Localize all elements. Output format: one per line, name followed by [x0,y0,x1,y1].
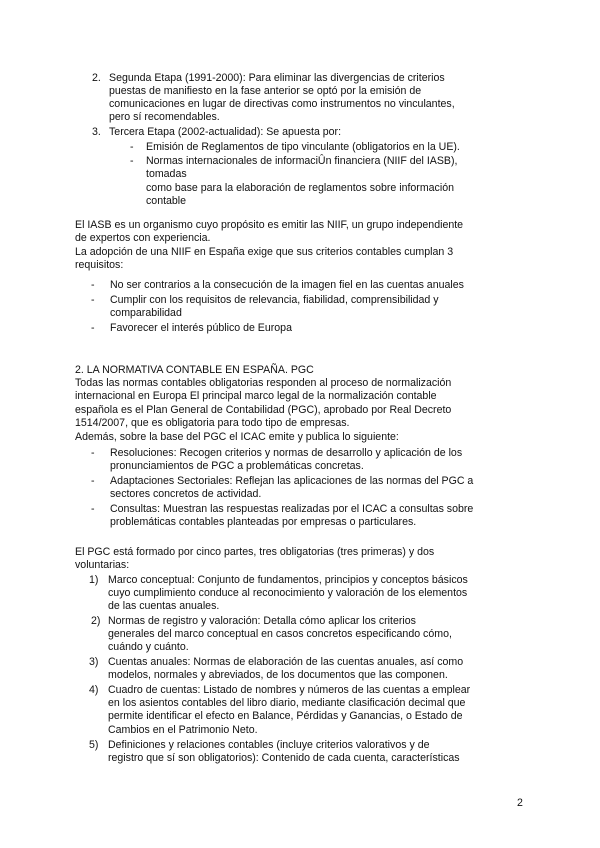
bullet-dash: - [91,503,95,515]
list-number: 5) [89,739,99,751]
text-line: problemáticas contables planteadas por empresas o particulares. [110,516,417,528]
text-line: puestas de manifiesto en la fase anterior se optó por la emisión de [109,85,422,97]
text-line: 1514/2007, que es obligatoria para todo tipo de empresas. [75,417,350,429]
text-line: voluntarias: [75,559,130,571]
bullet-dash: - [130,141,134,153]
bullet-dash: - [130,155,134,167]
section-heading: 2. LA NORMATIVA CONTABLE EN ESPAÑA. PGC [75,364,314,376]
text-line: Definiciones y relaciones contables (incluye criterios valorativos y de [108,739,430,751]
text-line: No ser contrarios a la consecución de la imagen fiel en las cuentas anuales [110,279,464,291]
text-line: cuándo y cuánto. [108,641,189,653]
bullet-dash: - [91,447,95,459]
text-line: Adaptaciones Sectoriales: Reflejan las aplicaciones de las normas del PGC a [110,475,474,487]
list-number: 1) [89,574,99,586]
text-line: registro que sí son obligatorios): Contenido de cada cuenta, características [108,752,460,764]
text-line: Cuadro de cuentas: Listado de nombres y números de las cuentas a emplear [108,684,471,696]
text-line: Favorecer el interés público de Europa [110,322,292,334]
bullet-dash: - [91,279,95,291]
list-number: 3) [89,656,99,668]
text-line: modelos, normales y abreviados, de los documentos que las componen. [108,669,448,681]
bullet-dash: - [91,322,95,334]
text-line: Marco conceptual: Conjunto de fundamentos, principios y conceptos básicos [108,574,468,586]
text-line: Normas internacionales de informaciÛn financiera (NIIF del IASB), [146,155,458,167]
text-line: Segunda Etapa (1991-2000): Para eliminar las divergencias de criterios [109,72,445,84]
text-line: tomadas [146,168,187,180]
text-line: permite identificar el efecto en Balance, Pérdidas y Ganancias, o Estado de [108,710,463,722]
text-line: El PGC está formado por cinco partes, tres obligatorias (tres primeras) y dos [75,546,435,558]
list-number: 4) [89,684,99,696]
text-line: como base para la elaboración de reglamentos sobre información [146,182,454,194]
bullet-dash: - [91,475,95,487]
list-number: 2. [92,72,101,84]
text-line: Tercera Etapa (2002-actualidad): Se apuesta por: [109,126,342,138]
text-line: comunicaciones en lugar de directivas como instrumentos no vinculantes, [109,98,455,110]
text-line: cuyo cumplimiento conduce al reconocimiento y valoración de los elementos [108,587,468,599]
text-line: comparabilidad [110,307,182,319]
page-number: 2 [517,797,523,809]
list-number: 2) [91,615,101,627]
text-line: Además, sobre la base del PGC el ICAC emite y publica lo siguiente: [75,431,399,443]
text-line: en los asientos contables del libro diario, mediante clasificación decimal que [108,697,466,709]
text-line: pronunciamientos de PGC a problemáticas concretas. [110,460,364,472]
text-line: sectores concretos de actividad. [110,488,262,500]
text-line: contable [146,195,187,207]
text-line: Emisión de Reglamentos de tipo vinculante (obligatorios en la UE). [146,141,460,153]
text-line: Cuentas anuales: Normas de elaboración de las cuentas anuales, así como [108,656,464,668]
text-line: Todas las normas contables obligatorias responden al proceso de normalización [75,377,452,389]
text-line: generales del marco conceptual en casos concretos especificando cómo, [108,628,452,640]
text-line: Cumplir con los requisitos de relevancia, fiabilidad, comprensibilidad y [110,294,439,306]
text-line: pero sí recomendables. [109,111,220,123]
text-line: de expertos con experiencia. [75,232,211,244]
bullet-dash: - [91,294,95,306]
text-line: El IASB es un organismo cuyo propósito es emitir las NIIF, un grupo independiente [75,219,464,231]
text-line: Normas de registro y valoración: Detalla cómo aplicar los criterios [108,615,416,627]
text-line: requisitos: [75,259,124,271]
list-number: 3. [92,126,101,138]
text-line: La adopción de una NIIF en España exige que sus criterios contables cumplan 3 [75,246,454,258]
text-line: Resoluciones: Recogen criterios y normas de desarrollo y aplicación de los [110,447,463,459]
text-line: española es el Plan General de Contabilidad (PGC), aprobado por Real Decreto [75,404,452,416]
text-line: Cambios en el Patrimonio Neto. [108,724,258,736]
text-line: de las cuentas anuales. [108,600,220,612]
text-line: internacional en Europa El principal marco legal de la normalización contable [75,390,437,402]
text-line: Consultas: Muestran las respuestas realizadas por el ICAC a consultas sobre [110,503,474,515]
